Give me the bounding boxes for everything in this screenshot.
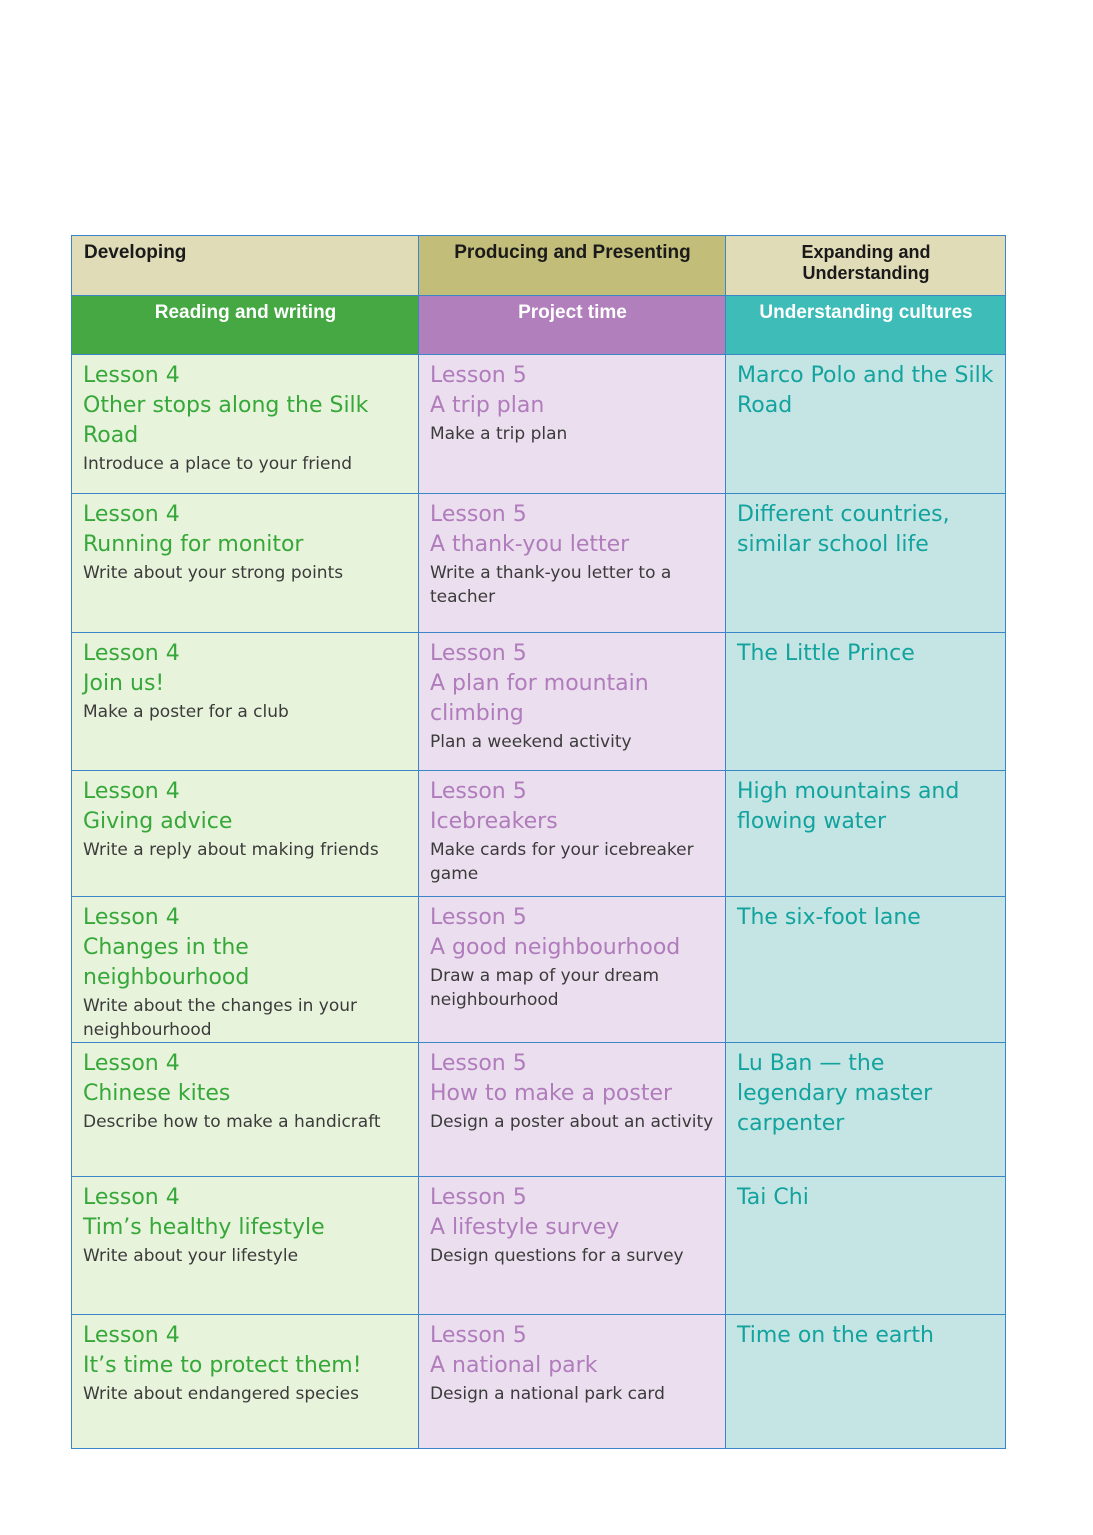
reading-cell	[72, 897, 419, 1043]
lesson-task: Make a trip plan	[430, 424, 568, 444]
reading-cell	[72, 1177, 419, 1315]
reading-cell	[72, 771, 419, 897]
reading-cell	[72, 494, 419, 633]
lesson-number: Lesson 5	[430, 641, 527, 666]
lesson-task: Design a national park card	[430, 1384, 665, 1404]
lesson-number: Lesson 5	[430, 1051, 527, 1076]
lesson-number: Lesson 5	[430, 905, 527, 930]
reading-cell	[72, 1043, 419, 1177]
lesson-title: Giving advice	[83, 809, 233, 834]
lesson-title: A national park	[430, 1353, 598, 1378]
lesson-number: Lesson 5	[430, 1323, 527, 1348]
unit-row	[72, 1177, 1006, 1315]
project-cell	[419, 355, 726, 494]
lesson-number: Lesson 4	[83, 1185, 180, 1210]
culture-title: Marco Polo and the Silk Road	[737, 363, 994, 418]
lesson-task: Write about the changes in your neighbourhood	[83, 996, 357, 1040]
culture-cell	[726, 1177, 1006, 1315]
culture-cell	[726, 771, 1006, 897]
reading-cell	[72, 355, 419, 494]
lesson-task: Write a thank-you letter to a teacher	[430, 563, 672, 607]
lesson-number: Lesson 5	[430, 779, 527, 804]
lesson-title: Join us!	[83, 671, 165, 696]
culture-title: Different countries, similar school life	[737, 502, 950, 557]
stage-developing: Developing	[72, 236, 419, 296]
lesson-task: Design a poster about an activity	[430, 1112, 714, 1132]
lesson-title: Other stops along the Silk Road	[83, 393, 369, 448]
culture-title: Tai Chi	[737, 1185, 809, 1210]
culture-cell	[726, 1043, 1006, 1177]
section-understanding-cultures: Understanding cultures	[726, 296, 1006, 355]
project-cell	[419, 633, 726, 771]
lesson-title: A plan for mountain climbing	[430, 671, 649, 726]
lesson-number: Lesson 4	[83, 779, 180, 804]
contents-table	[71, 235, 1006, 1449]
lesson-task: Write about your strong points	[83, 563, 344, 583]
unit-row	[72, 633, 1006, 771]
culture-title: Lu Ban — the legendary master carpenter	[737, 1051, 933, 1136]
culture-title: The Little Prince	[737, 641, 915, 666]
lesson-title: Icebreakers	[430, 809, 558, 834]
lesson-number: Lesson 4	[83, 363, 180, 388]
stage-expanding-understanding: Expanding and Understanding	[726, 236, 1006, 296]
lesson-number: Lesson 5	[430, 1185, 527, 1210]
project-cell	[419, 1177, 726, 1315]
culture-title: High mountains and flowing water	[737, 779, 960, 834]
lesson-title: It’s time to protect them!	[83, 1353, 362, 1378]
lesson-title: Chinese kites	[83, 1081, 231, 1106]
lesson-task: Describe how to make a handicraft	[83, 1112, 381, 1132]
stage-header-row	[72, 236, 1006, 296]
project-cell	[419, 1315, 726, 1449]
lesson-task: Introduce a place to your friend	[83, 454, 353, 474]
lesson-task: Write about your lifestyle	[83, 1246, 299, 1266]
culture-title: Time on the earth	[737, 1323, 934, 1348]
stage-producing-presenting: Producing and Presenting	[419, 236, 726, 296]
project-cell	[419, 897, 726, 1043]
unit-row	[72, 1315, 1006, 1449]
lesson-task: Write about endangered species	[83, 1384, 359, 1404]
lesson-number: Lesson 5	[430, 502, 527, 527]
lesson-task: Plan a weekend activity	[430, 732, 632, 752]
reading-cell	[72, 633, 419, 771]
section-reading-writing: Reading and writing	[72, 296, 419, 355]
lesson-task: Make cards for your icebreaker game	[430, 840, 694, 884]
lesson-number: Lesson 4	[83, 502, 180, 527]
lesson-number: Lesson 5	[430, 363, 527, 388]
lesson-task: Design questions for a survey	[430, 1246, 684, 1266]
lesson-title: How to make a poster	[430, 1081, 673, 1106]
unit-row	[72, 1043, 1006, 1177]
lesson-title: Tim’s healthy lifestyle	[83, 1215, 325, 1240]
section-project-time: Project time	[419, 296, 726, 355]
project-cell	[419, 494, 726, 633]
unit-row	[72, 771, 1006, 897]
project-cell	[419, 771, 726, 897]
lesson-number: Lesson 4	[83, 1051, 180, 1076]
unit-row	[72, 494, 1006, 633]
section-header-row	[72, 296, 1006, 355]
lesson-title: Changes in the neighbourhood	[83, 935, 250, 990]
culture-cell	[726, 897, 1006, 1043]
lesson-task: Draw a map of your dream neighbourhood	[430, 966, 660, 1010]
reading-cell	[72, 1315, 419, 1449]
culture-cell	[726, 494, 1006, 633]
lesson-number: Lesson 4	[83, 905, 180, 930]
lesson-title: A thank-you letter	[430, 532, 630, 557]
unit-row	[72, 355, 1006, 494]
lesson-title: A good neighbourhood	[430, 935, 681, 960]
project-cell	[419, 1043, 726, 1177]
lesson-number: Lesson 4	[83, 1323, 180, 1348]
lesson-task: Make a poster for a club	[83, 702, 289, 722]
culture-cell	[726, 355, 1006, 494]
unit-row	[72, 897, 1006, 1043]
lesson-task: Write a reply about making friends	[83, 840, 379, 860]
culture-title: The six-foot lane	[737, 905, 921, 930]
lesson-number: Lesson 4	[83, 641, 180, 666]
culture-cell	[726, 1315, 1006, 1449]
lesson-title: Running for monitor	[83, 532, 304, 557]
culture-cell	[726, 633, 1006, 771]
lesson-title: A trip plan	[430, 393, 545, 418]
lesson-title: A lifestyle survey	[430, 1215, 620, 1240]
